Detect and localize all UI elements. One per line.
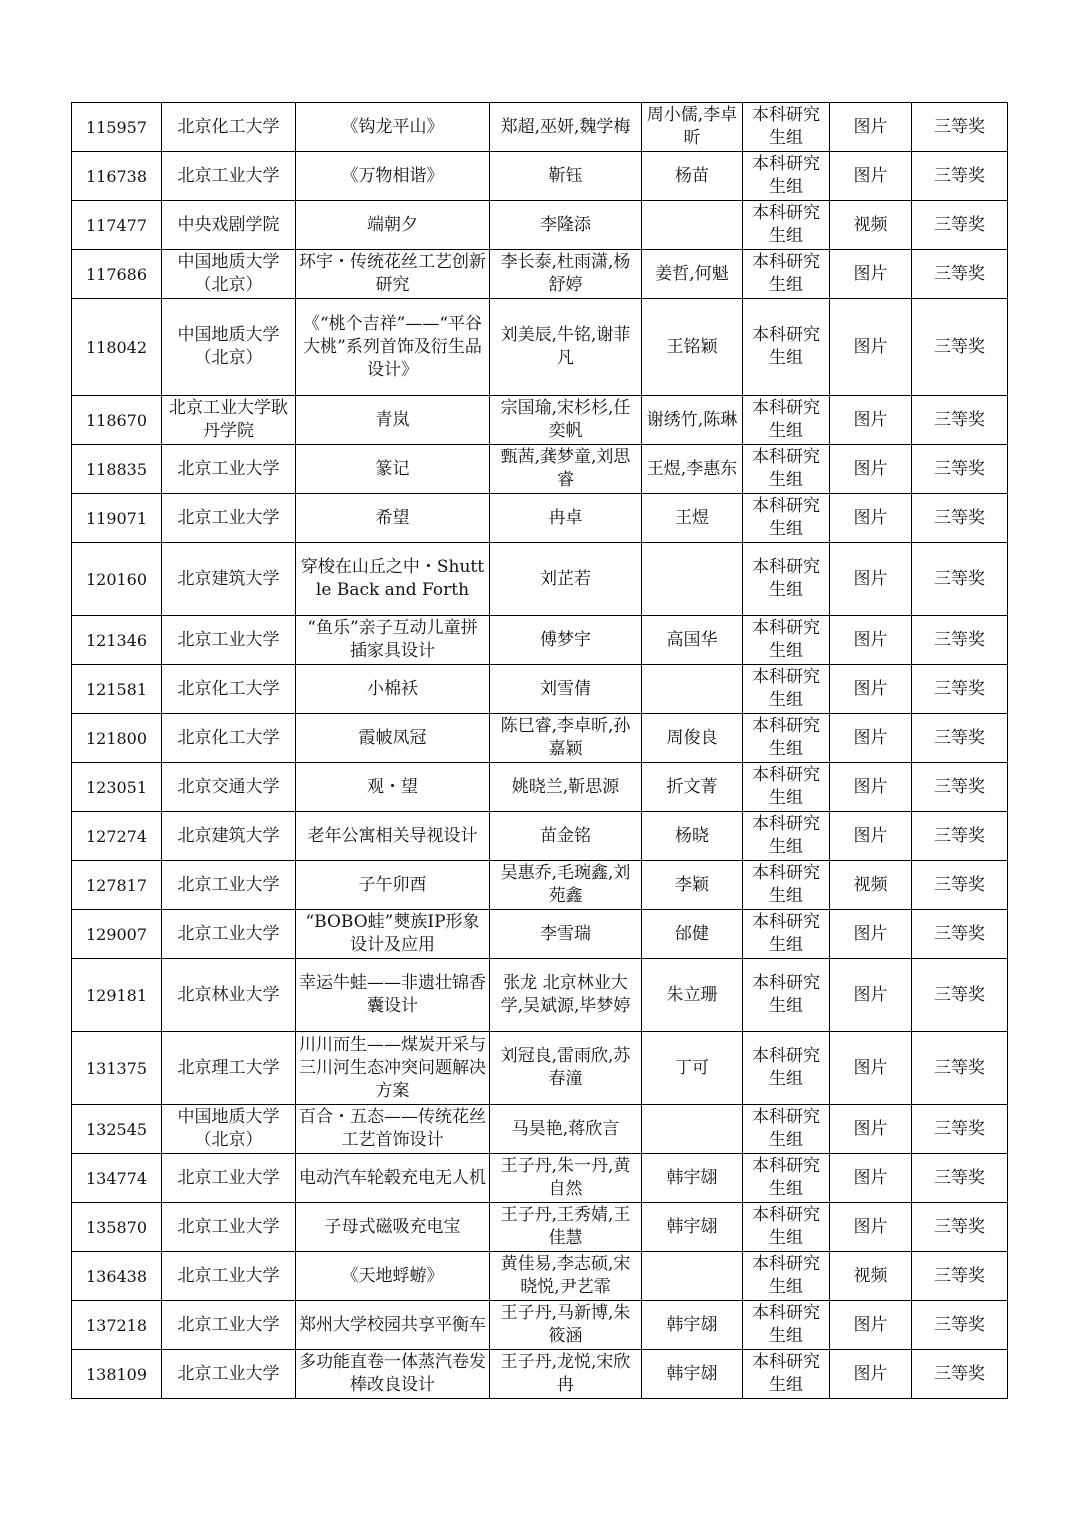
title-cell: 多功能直卷一体蒸汽卷发棒改良设计 (296, 1350, 490, 1399)
title-cell: 《万物相谐》 (296, 152, 490, 201)
advisor-cell: 韩宇翃 (642, 1203, 743, 1252)
type-cell: 图片 (830, 250, 912, 299)
prize-cell: 三等奖 (912, 861, 1008, 910)
authors-cell: 刘雪倩 (490, 665, 642, 714)
school-cell: 北京工业大学 (162, 494, 296, 543)
type-cell: 图片 (830, 445, 912, 494)
table-row (72, 445, 1008, 494)
table-row (72, 959, 1008, 1032)
title-cell: 幸运牛蛙——非遗壮锦香囊设计 (296, 959, 490, 1032)
group-cell: 本科研究生组 (743, 714, 830, 763)
advisor-cell (642, 1105, 743, 1154)
table-row (72, 250, 1008, 299)
id-cell: 123051 (72, 763, 162, 812)
table-row (72, 494, 1008, 543)
group-cell: 本科研究生组 (743, 1154, 830, 1203)
table-row (72, 714, 1008, 763)
authors-cell: 王子丹,马新博,朱筱涵 (490, 1301, 642, 1350)
authors-cell: 刘美辰,牛铭,谢菲凡 (490, 299, 642, 396)
table-row (72, 1203, 1008, 1252)
group-cell: 本科研究生组 (743, 445, 830, 494)
group-cell: 本科研究生组 (743, 616, 830, 665)
title-cell: 电动汽车轮毂充电无人机 (296, 1154, 490, 1203)
school-cell: 北京工业大学 (162, 1350, 296, 1399)
title-cell: 《“桃个吉祥”——“平谷大桃”系列首饰及衍生品设计》 (296, 299, 490, 396)
type-cell: 图片 (830, 1301, 912, 1350)
prize-cell: 三等奖 (912, 1252, 1008, 1301)
table-row (72, 1154, 1008, 1203)
title-cell: 环宇・传统花丝工艺创新研究 (296, 250, 490, 299)
advisor-cell: 高国华 (642, 616, 743, 665)
authors-cell: 陈巳睿,李卓昕,孙嘉颖 (490, 714, 642, 763)
table-row (72, 763, 1008, 812)
prize-cell: 三等奖 (912, 910, 1008, 959)
prize-cell: 三等奖 (912, 959, 1008, 1032)
table-row (72, 396, 1008, 445)
authors-cell: 甄茜,龚梦童,刘思睿 (490, 445, 642, 494)
type-cell: 视频 (830, 1252, 912, 1301)
awards-table-body (72, 103, 1008, 1399)
authors-cell: 刘冠良,雷雨欣,苏春潼 (490, 1032, 642, 1105)
prize-cell: 三等奖 (912, 103, 1008, 152)
title-cell: 老年公寓相关导视设计 (296, 812, 490, 861)
id-cell: 127817 (72, 861, 162, 910)
group-cell: 本科研究生组 (743, 1105, 830, 1154)
advisor-cell: 邰健 (642, 910, 743, 959)
table-row (72, 910, 1008, 959)
authors-cell: 马昊艳,蒋欣言 (490, 1105, 642, 1154)
prize-cell: 三等奖 (912, 1203, 1008, 1252)
type-cell: 图片 (830, 812, 912, 861)
group-cell: 本科研究生组 (743, 1203, 830, 1252)
advisor-cell: 韩宇翃 (642, 1154, 743, 1203)
group-cell: 本科研究生组 (743, 152, 830, 201)
prize-cell: 三等奖 (912, 1032, 1008, 1105)
advisor-cell: 朱立珊 (642, 959, 743, 1032)
school-cell: 北京工业大学 (162, 152, 296, 201)
title-cell: 《天地蜉蝣》 (296, 1252, 490, 1301)
authors-cell: 王子丹,王秀婧,王佳慧 (490, 1203, 642, 1252)
title-cell: 子午卯酉 (296, 861, 490, 910)
group-cell: 本科研究生组 (743, 250, 830, 299)
authors-cell: 宗国瑜,宋杉杉,任奕帆 (490, 396, 642, 445)
school-cell: 北京建筑大学 (162, 543, 296, 616)
school-cell: 北京化工大学 (162, 103, 296, 152)
id-cell: 120160 (72, 543, 162, 616)
type-cell: 图片 (830, 910, 912, 959)
advisor-cell: 王铭颖 (642, 299, 743, 396)
id-cell: 117686 (72, 250, 162, 299)
title-cell: 百合・五态——传统花丝工艺首饰设计 (296, 1105, 490, 1154)
authors-cell: 刘芷若 (490, 543, 642, 616)
group-cell: 本科研究生组 (743, 494, 830, 543)
table-row (72, 299, 1008, 396)
group-cell: 本科研究生组 (743, 103, 830, 152)
prize-cell: 三等奖 (912, 763, 1008, 812)
authors-cell: 傅梦宇 (490, 616, 642, 665)
prize-cell: 三等奖 (912, 201, 1008, 250)
authors-cell: 李隆添 (490, 201, 642, 250)
table-row (72, 103, 1008, 152)
awards-table (71, 102, 1008, 1399)
group-cell: 本科研究生组 (743, 861, 830, 910)
advisor-cell (642, 543, 743, 616)
type-cell: 图片 (830, 1203, 912, 1252)
advisor-cell: 姜哲,何魁 (642, 250, 743, 299)
authors-cell: 苗金铭 (490, 812, 642, 861)
title-cell: 小棉袄 (296, 665, 490, 714)
group-cell: 本科研究生组 (743, 1350, 830, 1399)
type-cell: 图片 (830, 1032, 912, 1105)
id-cell: 121346 (72, 616, 162, 665)
prize-cell: 三等奖 (912, 445, 1008, 494)
school-cell: 北京林业大学 (162, 959, 296, 1032)
id-cell: 118042 (72, 299, 162, 396)
type-cell: 图片 (830, 1154, 912, 1203)
id-cell: 118670 (72, 396, 162, 445)
group-cell: 本科研究生组 (743, 763, 830, 812)
id-cell: 138109 (72, 1350, 162, 1399)
title-cell: 青岚 (296, 396, 490, 445)
school-cell: 北京建筑大学 (162, 812, 296, 861)
prize-cell: 三等奖 (912, 714, 1008, 763)
group-cell: 本科研究生组 (743, 910, 830, 959)
table-row (72, 861, 1008, 910)
authors-cell: 张龙 北京林业大学,吴斌源,毕梦婷 (490, 959, 642, 1032)
school-cell: 北京工业大学 (162, 1252, 296, 1301)
authors-cell: 黄佳易,李志硕,宋晓悦,尹艺霏 (490, 1252, 642, 1301)
group-cell: 本科研究生组 (743, 396, 830, 445)
advisor-cell: 谢绣竹,陈琳 (642, 396, 743, 445)
authors-cell: 姚晓兰,靳思源 (490, 763, 642, 812)
type-cell: 图片 (830, 1105, 912, 1154)
group-cell: 本科研究生组 (743, 299, 830, 396)
group-cell: 本科研究生组 (743, 201, 830, 250)
title-cell: 希望 (296, 494, 490, 543)
advisor-cell: 杨晓 (642, 812, 743, 861)
type-cell: 图片 (830, 616, 912, 665)
type-cell: 图片 (830, 103, 912, 152)
authors-cell: 王子丹,朱一丹,黄自然 (490, 1154, 642, 1203)
prize-cell: 三等奖 (912, 616, 1008, 665)
prize-cell: 三等奖 (912, 494, 1008, 543)
prize-cell: 三等奖 (912, 152, 1008, 201)
school-cell: 北京理工大学 (162, 1032, 296, 1105)
prize-cell: 三等奖 (912, 1350, 1008, 1399)
advisor-cell: 丁可 (642, 1032, 743, 1105)
prize-cell: 三等奖 (912, 299, 1008, 396)
type-cell: 图片 (830, 1350, 912, 1399)
group-cell: 本科研究生组 (743, 1301, 830, 1350)
title-cell: 霞帔凤冠 (296, 714, 490, 763)
table-row (72, 1350, 1008, 1399)
type-cell: 图片 (830, 396, 912, 445)
table-row (72, 616, 1008, 665)
id-cell: 117477 (72, 201, 162, 250)
title-cell: “鱼乐”亲子互动儿童拼插家具设计 (296, 616, 490, 665)
prize-cell: 三等奖 (912, 1301, 1008, 1350)
id-cell: 135870 (72, 1203, 162, 1252)
id-cell: 115957 (72, 103, 162, 152)
group-cell: 本科研究生组 (743, 959, 830, 1032)
id-cell: 131375 (72, 1032, 162, 1105)
table-row (72, 201, 1008, 250)
title-cell: 《钩龙平山》 (296, 103, 490, 152)
school-cell: 北京交通大学 (162, 763, 296, 812)
group-cell: 本科研究生组 (743, 1032, 830, 1105)
table-row (72, 152, 1008, 201)
id-cell: 121800 (72, 714, 162, 763)
authors-cell: 靳钰 (490, 152, 642, 201)
type-cell: 图片 (830, 665, 912, 714)
group-cell: 本科研究生组 (743, 1252, 830, 1301)
prize-cell: 三等奖 (912, 665, 1008, 714)
school-cell: 北京化工大学 (162, 665, 296, 714)
table-row (72, 543, 1008, 616)
title-cell: 郑州大学校园共享平衡车 (296, 1301, 490, 1350)
prize-cell: 三等奖 (912, 812, 1008, 861)
prize-cell: 三等奖 (912, 1154, 1008, 1203)
type-cell: 视频 (830, 861, 912, 910)
prize-cell: 三等奖 (912, 543, 1008, 616)
id-cell: 121581 (72, 665, 162, 714)
type-cell: 图片 (830, 299, 912, 396)
advisor-cell: 杨苗 (642, 152, 743, 201)
school-cell: 北京工业大学 (162, 445, 296, 494)
advisor-cell: 韩宇翃 (642, 1301, 743, 1350)
table-row (72, 1032, 1008, 1105)
school-cell: 北京化工大学 (162, 714, 296, 763)
table-row (72, 1105, 1008, 1154)
advisor-cell: 王煜,李惠东 (642, 445, 743, 494)
type-cell: 图片 (830, 543, 912, 616)
authors-cell: 郑超,巫妍,魏学梅 (490, 103, 642, 152)
table-row (72, 1301, 1008, 1350)
id-cell: 129007 (72, 910, 162, 959)
school-cell: 北京工业大学 (162, 910, 296, 959)
school-cell: 中国地质大学（北京） (162, 299, 296, 396)
title-cell: 篆记 (296, 445, 490, 494)
type-cell: 视频 (830, 201, 912, 250)
authors-cell: 冉卓 (490, 494, 642, 543)
type-cell: 图片 (830, 152, 912, 201)
advisor-cell (642, 665, 743, 714)
group-cell: 本科研究生组 (743, 812, 830, 861)
advisor-cell: 韩宇翃 (642, 1350, 743, 1399)
id-cell: 129181 (72, 959, 162, 1032)
prize-cell: 三等奖 (912, 396, 1008, 445)
school-cell: 中国地质大学（北京） (162, 1105, 296, 1154)
id-cell: 136438 (72, 1252, 162, 1301)
school-cell: 中国地质大学（北京） (162, 250, 296, 299)
title-cell: 观・望 (296, 763, 490, 812)
type-cell: 图片 (830, 763, 912, 812)
advisor-cell: 折文菁 (642, 763, 743, 812)
advisor-cell: 李颖 (642, 861, 743, 910)
authors-cell: 吴惠乔,毛琬鑫,刘苑鑫 (490, 861, 642, 910)
school-cell: 北京工业大学耿丹学院 (162, 396, 296, 445)
group-cell: 本科研究生组 (743, 665, 830, 714)
table-row (72, 1252, 1008, 1301)
title-cell: 端朝夕 (296, 201, 490, 250)
advisor-cell (642, 201, 743, 250)
id-cell: 134774 (72, 1154, 162, 1203)
authors-cell: 李长泰,杜雨潇,杨舒婷 (490, 250, 642, 299)
authors-cell: 王子丹,龙悦,宋欣冉 (490, 1350, 642, 1399)
advisor-cell: 周小儒,李卓昕 (642, 103, 743, 152)
id-cell: 137218 (72, 1301, 162, 1350)
table-row (72, 812, 1008, 861)
type-cell: 图片 (830, 494, 912, 543)
school-cell: 北京工业大学 (162, 616, 296, 665)
id-cell: 116738 (72, 152, 162, 201)
school-cell: 中央戏剧学院 (162, 201, 296, 250)
table-row (72, 665, 1008, 714)
id-cell: 127274 (72, 812, 162, 861)
prize-cell: 三等奖 (912, 250, 1008, 299)
school-cell: 北京工业大学 (162, 1154, 296, 1203)
id-cell: 118835 (72, 445, 162, 494)
title-cell: “BOBO蛙”僰族IP形象设计及应用 (296, 910, 490, 959)
title-cell: 子母式磁吸充电宝 (296, 1203, 490, 1252)
title-cell: 川川而生——煤炭开采与三川河生态冲突问题解决方案 (296, 1032, 490, 1105)
school-cell: 北京工业大学 (162, 1203, 296, 1252)
id-cell: 119071 (72, 494, 162, 543)
school-cell: 北京工业大学 (162, 1301, 296, 1350)
advisor-cell: 周俊良 (642, 714, 743, 763)
title-cell: 穿梭在山丘之中・Shuttle Back and Forth (296, 543, 490, 616)
type-cell: 图片 (830, 714, 912, 763)
group-cell: 本科研究生组 (743, 543, 830, 616)
prize-cell: 三等奖 (912, 1105, 1008, 1154)
advisor-cell (642, 1252, 743, 1301)
authors-cell: 李雪瑞 (490, 910, 642, 959)
type-cell: 图片 (830, 959, 912, 1032)
id-cell: 132545 (72, 1105, 162, 1154)
advisor-cell: 王煜 (642, 494, 743, 543)
school-cell: 北京工业大学 (162, 861, 296, 910)
